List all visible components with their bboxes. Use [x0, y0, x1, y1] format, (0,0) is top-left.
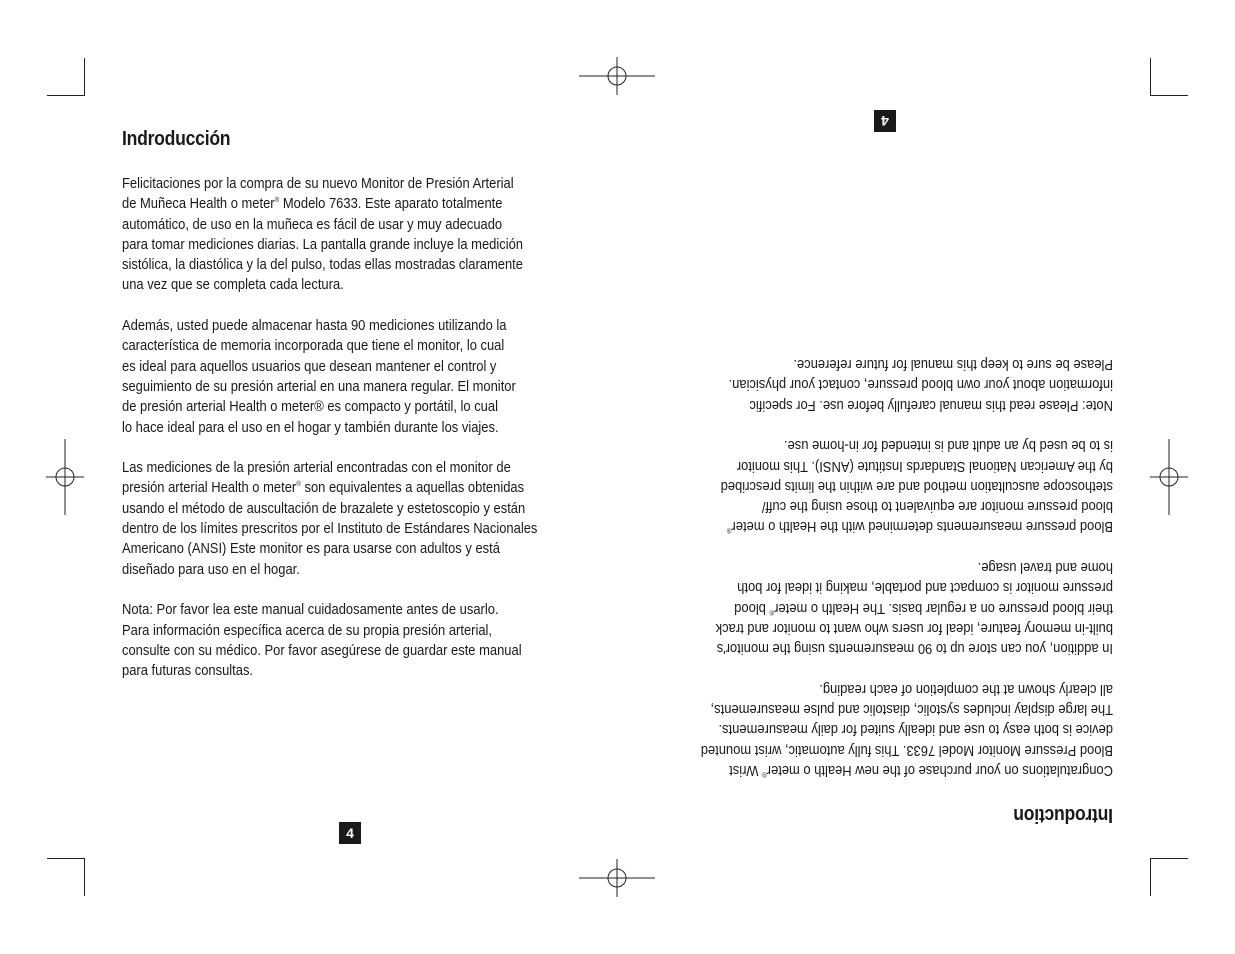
text-line: information about your own blood pressure, contact your physician. — [728, 376, 1113, 393]
text-line: Note: Please read this manual carefully before use. For specific — [749, 396, 1113, 413]
text-line: seguimiento de su presión arterial en una manera regular. El monitor — [122, 378, 516, 395]
text-line: blood pressure monitor are equivalent to those using the cuff/ — [761, 498, 1113, 515]
paragraph-1 — [663, 679, 1113, 780]
text-line: característica de memoria incorporada que tiene el monitor, lo cual — [122, 338, 505, 355]
text-line: Nota: Por favor lea este manual cuidadosamente antes de usarlo. — [122, 602, 499, 619]
paragraph-3 — [663, 435, 1113, 536]
text-line: pressure monitor is compact and portable, making it ideal for both — [737, 579, 1113, 596]
paragraph-1 — [122, 174, 572, 296]
text-line: sistólica, la diastólica y la del pulso, todas ellas mostradas claramente — [122, 257, 523, 274]
text-line: Please be sure to keep this manual for future reference. — [793, 356, 1113, 373]
paragraph-2 — [663, 557, 1113, 658]
text-line: device is both easy to use and ideally suited for daily measurements. — [718, 721, 1113, 738]
spanish-page — [0, 0, 617, 954]
text-line: es ideal para aquellos usuarios que desean mantener el control y — [122, 358, 497, 375]
text-line: consulte con su médico. Por favor asegúrese de guardar este manual — [122, 642, 522, 659]
paragraph-3 — [122, 458, 572, 580]
text-line: de presión arterial Health o meter® es compacto y portátil, lo cual — [122, 399, 498, 416]
english-page — [618, 0, 1235, 954]
text-line: Además, usted puede almacenar hasta 90 mediciones utilizando la — [122, 318, 507, 335]
text-line: Americano (ANSI) Este monitor es para usarse con adultos y está — [122, 541, 500, 558]
text-line: Para información específica acerca de su propia presión arterial, — [122, 622, 493, 639]
registered-mark: ® — [769, 607, 775, 615]
text-line: Las mediciones de la presión arterial encontradas con el monitor de — [122, 460, 511, 477]
text-line: de Muñeca Health o meter® Modelo 7633. Este aparato totalmente — [122, 196, 503, 213]
english-page-rotated — [618, 0, 1235, 954]
text-line: para futuras consultas. — [122, 663, 254, 680]
text-line: In addition, you can store up to 90 measurements using the monitor's — [716, 640, 1113, 657]
page-title: Indroducción — [122, 128, 231, 150]
text-line: all clearly shown at the completion of each reading. — [819, 680, 1113, 697]
text-line: Blood pressure measurements determined with the Health o meter® — [726, 518, 1113, 535]
registered-mark: ® — [762, 770, 767, 777]
page-body — [663, 333, 1113, 780]
text-line: their blood pressure on a regular basis. The Health o meter® blood — [734, 599, 1113, 616]
text-line: dentro de los límites prescritos por el Instituto de Estándares Nacionales — [122, 521, 538, 538]
text-line: stethoscope auscultation method and are within the limits prescribed — [720, 477, 1113, 494]
text-line: Congratulations on your purchase of the new Health o meter® Wrist — [729, 762, 1113, 778]
paragraph-2 — [122, 316, 572, 438]
text-line: para tomar mediciones diarias. La pantalla grande incluye la medición — [122, 236, 524, 253]
text-line: diseñado para uso en el hogar. — [122, 561, 300, 578]
page-title: Introduction — [1013, 804, 1113, 826]
registered-mark: ® — [296, 481, 301, 489]
text-line: home and travel usage. — [977, 559, 1113, 576]
text-line: lo hace ideal para el uso en el hogar y también durante los viajes. — [122, 419, 499, 436]
page-number-badge: 4 — [339, 822, 361, 844]
paragraph-4 — [663, 354, 1113, 415]
text-line: by the American National Standards Institute (ANSI). This monitor — [736, 457, 1113, 474]
text-line: Blood Pressure Monitor Model 7633. This fully automatic, wrist mounted — [700, 741, 1113, 758]
registered-mark: ® — [274, 197, 280, 205]
registered-mark: ® — [726, 526, 732, 534]
text-line: usando el método de auscultación de brazalete y estetoscopio y están — [122, 500, 526, 517]
page-number-badge: 4 — [874, 110, 896, 132]
paragraph-4 — [122, 600, 572, 681]
text-line: presión arterial Health o meter® son equivalentes a aquellas obtenidas — [122, 480, 525, 497]
text-line: automático, de uso en la muñeca es fácil de usar y muy adecuado — [122, 216, 503, 233]
text-line: built-in memory feature, ideal for users who want to monitor and track — [715, 619, 1113, 636]
text-line: Felicitaciones por la compra de su nuevo Monitor de Presión Arterial — [122, 176, 514, 192]
page-body — [122, 174, 572, 702]
text-line: una vez que se completa cada lectura. — [122, 277, 344, 294]
text-line: is to be used by an adult and is intended for in-home use. — [783, 437, 1113, 454]
text-line: The large display includes systolic, diastolic and pulse measurements, — [710, 701, 1113, 718]
